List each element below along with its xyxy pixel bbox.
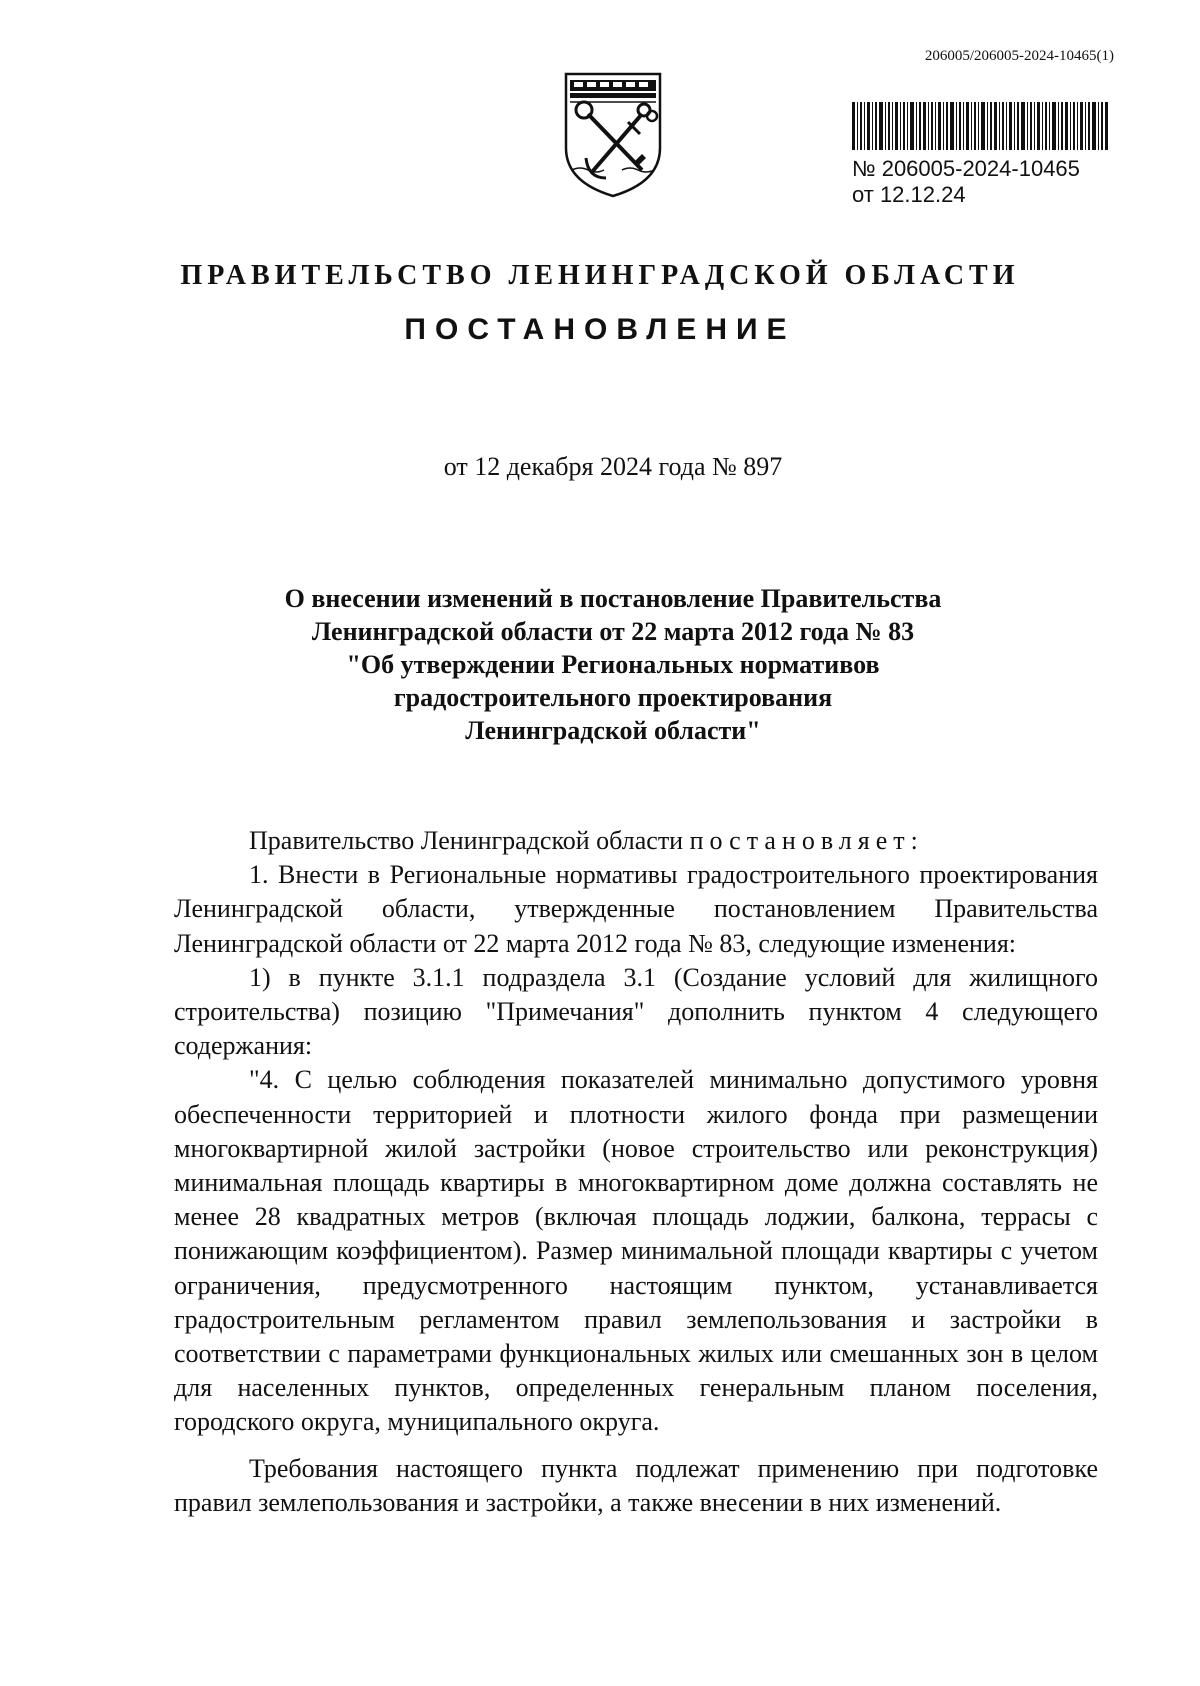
subject-line: Ленинградской области" (465, 716, 761, 745)
leningrad-oblast-coat-of-arms-icon (558, 70, 668, 200)
registration-date: от 12.12.24 (852, 182, 966, 207)
intro-prefix: Правительство Ленинградской области (249, 826, 690, 855)
document-date-number: от 12 декабря 2024 года № 897 (443, 452, 783, 481)
paragraph-2: 1) в пункте 3.1.1 подраздела 3.1 (Создание условий для жилищного строительства) позицию "Примечания" дополнить пунктом 4 следующего содержания: (174, 962, 1098, 1061)
intro-paragraph (174, 824, 1098, 858)
subject-line: "Об утверждении Региональных нормативов (346, 650, 880, 679)
document-type-title: ПОСТАНОВЛЕНИЕ (404, 313, 796, 346)
government-title: ПРАВИТЕЛЬСТВО ЛЕНИНГРАДСКОЙ ОБЛАСТИ (180, 260, 1020, 291)
subject-line: О внесении изменений в постановление Правительства (284, 584, 942, 613)
registration-number: № 206005-2024-10465 (852, 156, 1080, 181)
intro-suffix: : (910, 826, 918, 855)
intro-decree-word: постановляет (689, 826, 911, 855)
document-body (174, 824, 1098, 1520)
subject-line: градостроительного проектирования (393, 683, 833, 712)
barcode-icon (852, 102, 1108, 150)
paragraph-3: "4. С целью соблюдения показателей минимально допустимого уровня обеспеченности территорией и плотности жилого фонда при размещении многоквартирной жилой застройки (новое строительство или реконструкция) минимальная площадь квартиры в многоквартирном доме должна составлять не менее 28 квадратных метров (включая площадь лоджии, балкона, террасы с понижающим коэффициентом). Размер минимальной площади квартиры с учетом ограничения, предусмотренного настоящим пунктом, устанавливается градостроительным регламентом правил землепользования и застройки в соответствии с параметрами функциональных жилых или смешанных зон в целом для населенных пунктов, определенных генеральным планом поселения, городского округа, муниципального округа. (174, 1065, 1098, 1437)
subject-line: Ленинградской области от 22 марта 2012 года № 83 (311, 617, 915, 646)
paragraph-1: 1. Внести в Региональные нормативы градостроительного проектирования Ленинградской области, утвержденные постановлением Правительства Ленинградской области от 22 марта 2012 года № 83, следующие изменения: (174, 860, 1098, 958)
barcode-block (852, 102, 1112, 208)
document-subject (0, 582, 1200, 747)
paragraph-4: Требования настоящего пункта подлежат применению при подготовке правил землепользования и застройки, а также внесении в них изменений. (174, 1453, 1098, 1517)
registration-id: 206005/206005-2024-10465(1) (924, 48, 1114, 64)
